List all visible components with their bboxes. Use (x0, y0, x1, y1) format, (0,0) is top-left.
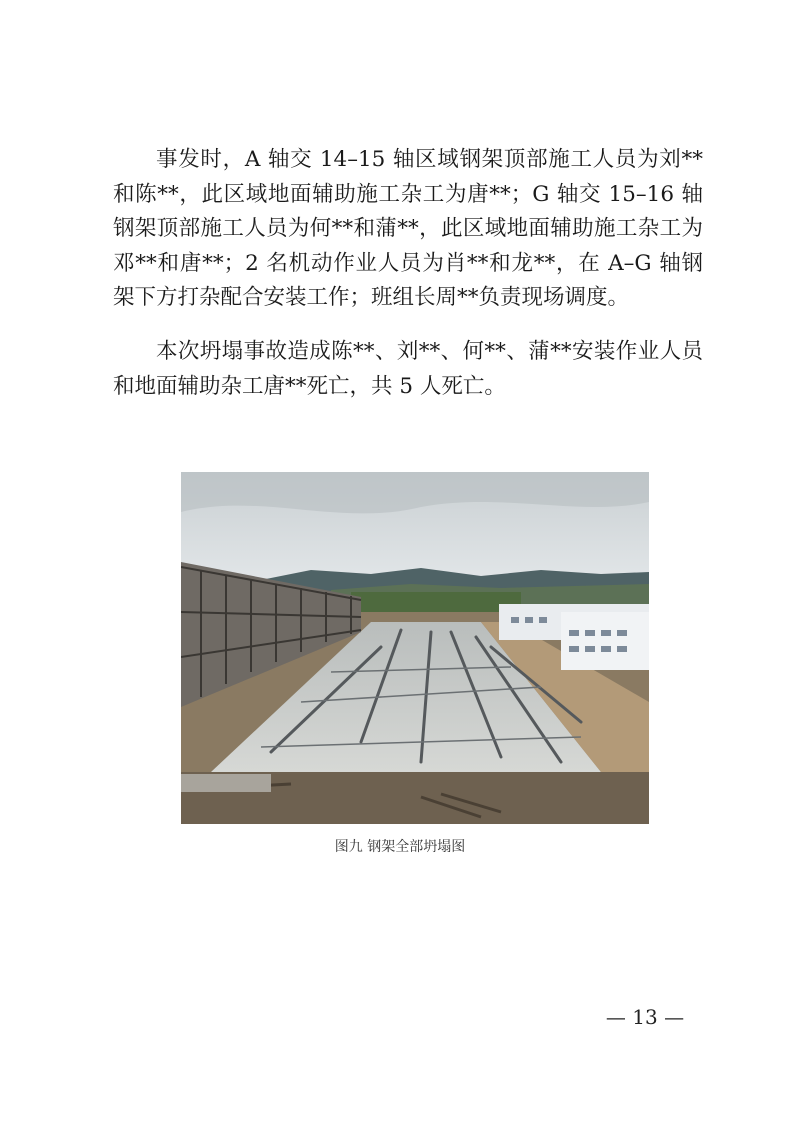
collapse-site-photo (181, 472, 649, 824)
body-paragraph-2: 本次坍塌事故造成陈**、刘**、何**、蒲**安装作业人员和地面辅助杂工唐**死亡，共 5 人死亡。 (113, 339, 703, 399)
page-number: — 13 — (605, 1005, 685, 1029)
body-paragraph-1: 事发时，A 轴交 14–15 轴区域钢架顶部施工人员为刘**和陈**，此区域地面辅助施工杂工为唐**；G 轴交 15–16 轴钢架顶部施工人员为何**和蒲**，此区域地面辅助施工杂工为邓**和唐**；2 名机动作业人员为肖**和龙**，在 A–G 轴钢架下方打杂配合安装工作；班组长周**负责现场调度。 (113, 147, 703, 310)
figure-caption: 图九 钢架全部坍塌图 (334, 839, 466, 855)
